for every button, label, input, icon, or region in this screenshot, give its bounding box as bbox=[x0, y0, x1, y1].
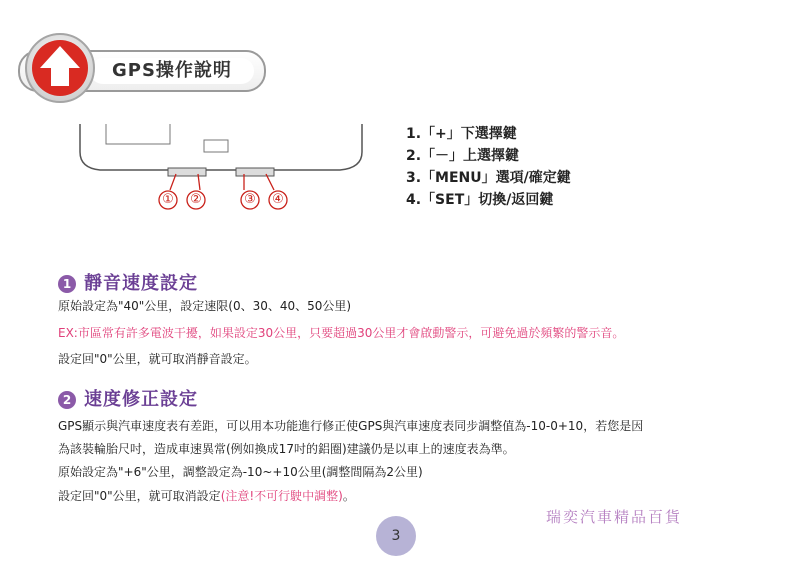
gps-device-illustration bbox=[70, 124, 370, 214]
section2-line2: 為該裝輪胎尺吋，造成車速異常(例如換成17吋的鋁圈)建議仍是以車上的速度表為準。 bbox=[58, 442, 515, 456]
callout-4: ④ bbox=[272, 192, 284, 207]
section1-title: 靜音速度設定 bbox=[84, 273, 198, 294]
section2-line4 bbox=[58, 487, 355, 505]
section2-number-badge: 2 bbox=[58, 391, 76, 409]
page-title: GPS操作說明 bbox=[112, 60, 232, 81]
section2-line3: 原始設定為"+6"公里，調整設定為-10~+10公里(調整間隔為2公里) bbox=[58, 465, 423, 479]
section2-title: 速度修正設定 bbox=[84, 389, 198, 410]
section2-line1: GPS顯示與汽車速度表有差距，可以用本功能進行修正使GPS與汽車速度表同步調整值為-10-0+10，若您是因 bbox=[58, 419, 644, 433]
key-set-item: 4.「SET」切換/返回鍵 bbox=[406, 192, 554, 208]
key-plus-item: 1.「+」下選擇鍵 bbox=[406, 126, 517, 142]
section1-example: EX:市區常有許多電波干擾，如果設定30公里，只要超過30公里才會啟動警示，可避免過於頻繁的警示音。 bbox=[58, 326, 625, 340]
section1-line3: 設定回"0"公里，就可取消靜音設定。 bbox=[58, 352, 257, 366]
page-number: 3 bbox=[376, 516, 416, 556]
up-arrow-icon bbox=[24, 32, 96, 104]
section2-line4-text: 設定回"0"公里，就可取消設定 bbox=[58, 489, 221, 503]
key-minus-item: 2.「－」上選擇鍵 bbox=[406, 148, 520, 164]
key-menu-item: 3.「MENU」選項/確定鍵 bbox=[406, 170, 571, 186]
store-watermark: 瑞奕汽車精品百貨 bbox=[546, 508, 683, 526]
callout-1: ① bbox=[162, 192, 174, 207]
section2-line4-end: 。 bbox=[342, 489, 355, 503]
section1-number-badge: 1 bbox=[58, 275, 76, 293]
callout-2: ② bbox=[190, 192, 202, 207]
section1-line1: 原始設定為"40"公里，設定速限(0、30、40、50公里) bbox=[58, 299, 352, 313]
section2-warning-note: (注意!不可行駛中調整) bbox=[220, 489, 343, 503]
callout-3: ③ bbox=[244, 192, 256, 207]
